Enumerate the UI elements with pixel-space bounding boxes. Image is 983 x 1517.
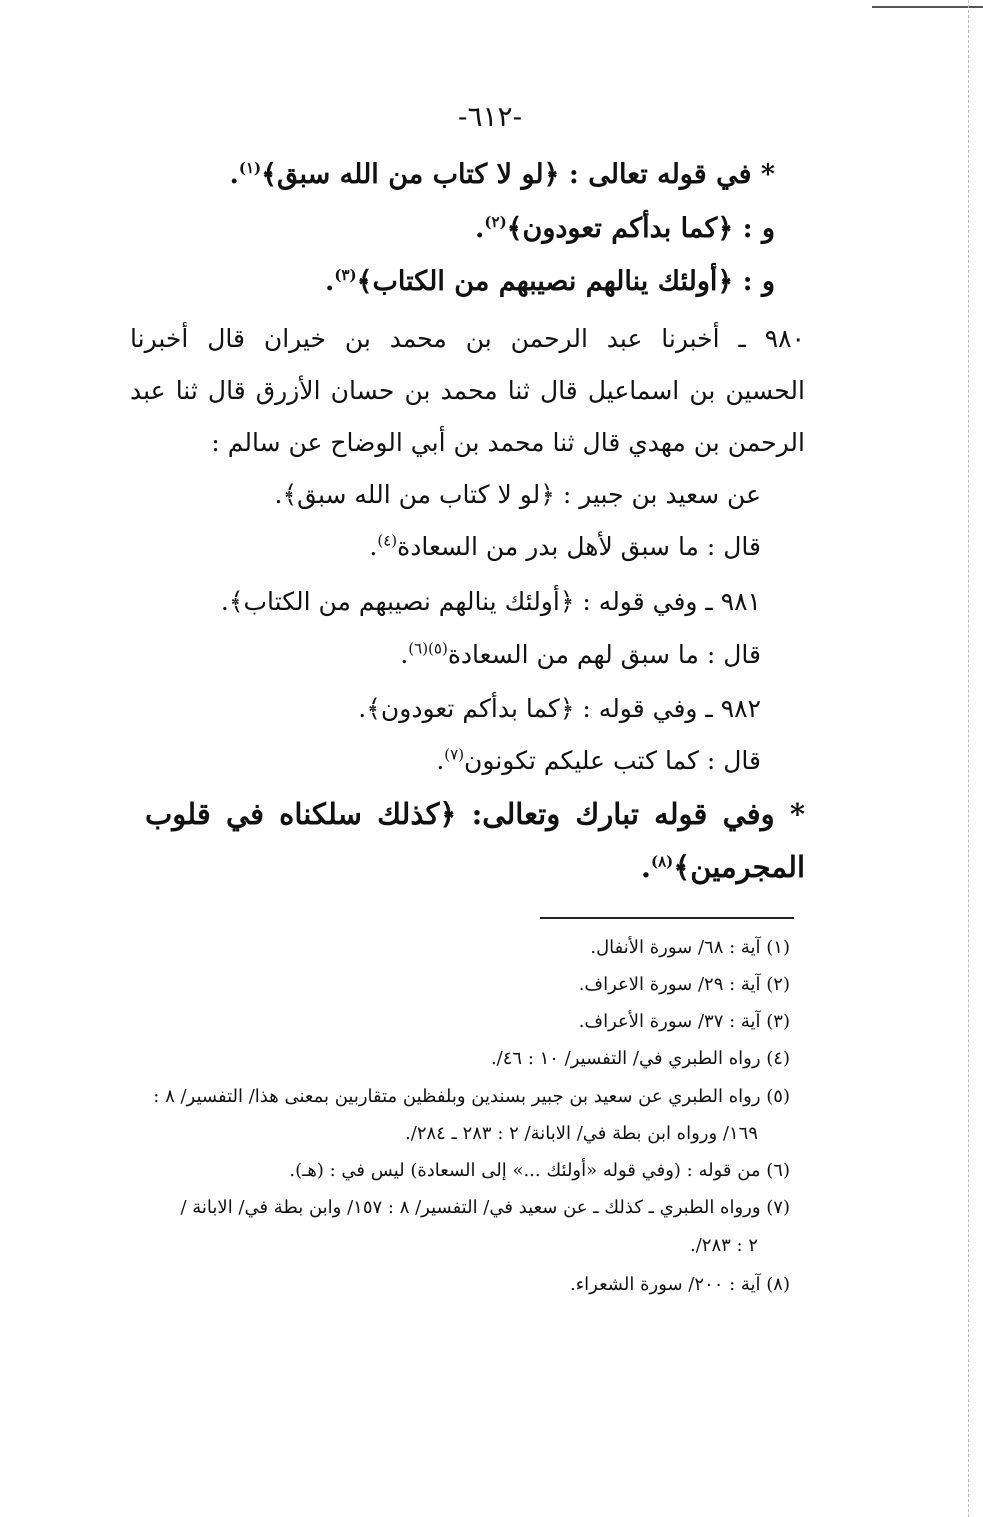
page-edge-margin [968, 0, 969, 1517]
hadith-982-saying: قال : كما كتب عليكم تكونون$^{(٧)}$. [436, 745, 761, 775]
footnote-1: (١) آية : ٦٨/ سورة الأنفال. [590, 937, 790, 958]
verse-heading-2: و : ﴿كما بدأكم تعودون﴾$^{(٢)}$. [474, 213, 775, 244]
page-edge-line [872, 6, 983, 8]
page-number: -٦١٢- [457, 100, 523, 133]
footnote-3: (٣) آية : ٣٧/ سورة الأعراف. [578, 1011, 790, 1032]
hadith-980-line-1: ٩٨٠ ـ أخبرنا عبد الرحمن بن محمد بن خيران قال أخبرنا [130, 324, 805, 353]
footnote-7: (٧) ورواه الطبري ـ كذلك ـ عن سعيد في/ التفسير/ ٨ : ١٥٧/ وابن بطة في/ الابانة / [180, 1197, 790, 1218]
hadith-980-line-2: الحسين بن اسماعيل قال ثنا محمد بن حسان الأزرق قال ثنا عبد [130, 376, 805, 405]
footnote-4: (٤) رواه الطبري في/ التفسير/ ١٠ : ٤٦/. [490, 1048, 790, 1069]
footnote-5: (٥) رواه الطبري عن سعيد بن جبير بسندين وبلفظين متقاربين بمعنى هذا/ التفسير/ ٨ : [153, 1086, 790, 1107]
hadith-980-line-4: عن سعيد بن جبير : ﴿لو لا كتاب من الله سبق﴾. [274, 480, 761, 509]
verse-heading-4-cont: المجرمين﴾$^{(٨)}$. [640, 850, 805, 884]
hadith-982: ٩٨٢ ـ وفي قوله : ﴿كما بدأكم تعودون﴾. [358, 694, 761, 723]
footnote-2: (٢) آية : ٢٩/ سورة الاعراف. [578, 974, 790, 995]
hadith-981-saying: قال : ما سبق لهم من السعادة$^{(٥)(٦)}$. [400, 639, 761, 669]
footnote-7-cont: ٢ : ٢٨٣/. [690, 1235, 758, 1256]
footnote-5-cont: ١٦٩/ ورواه ابن بطة في/ الابانة/ ٢ : ٢٨٣ ـ ٢٨٤/. [405, 1123, 758, 1144]
verse-heading-3: و : ﴿أولئك ينالهم نصيبهم من الكتاب﴾$^{(٣)}$. [324, 266, 775, 297]
verse-heading-4: * وفي قوله تبارك وتعالى: ﴿كذلك سلكناه في قلوب [145, 797, 805, 831]
verse-heading-1: * في قوله تعالى : ﴿لو لا كتاب من الله سبق﴾$^{(١)}$. [229, 159, 775, 190]
footnote-divider [540, 917, 794, 919]
footnote-8: (٨) آية : ٢٠٠/ سورة الشعراء. [570, 1274, 790, 1295]
hadith-980-saying: قال : ما سبق لأهل بدر من السعادة$^{(٤)}$. [369, 531, 761, 561]
footnote-6: (٦) من قوله : (وفي قوله «أولئك ...» إلى السعادة) ليس في : (هـ). [289, 1160, 790, 1181]
hadith-981: ٩٨١ ـ وفي قوله : ﴿أولئك ينالهم نصيبهم من الكتاب﴾. [220, 587, 761, 616]
hadith-980-line-3: الرحمن بن مهدي قال ثنا محمد بن أبي الوضاح عن سالم : [211, 428, 805, 457]
